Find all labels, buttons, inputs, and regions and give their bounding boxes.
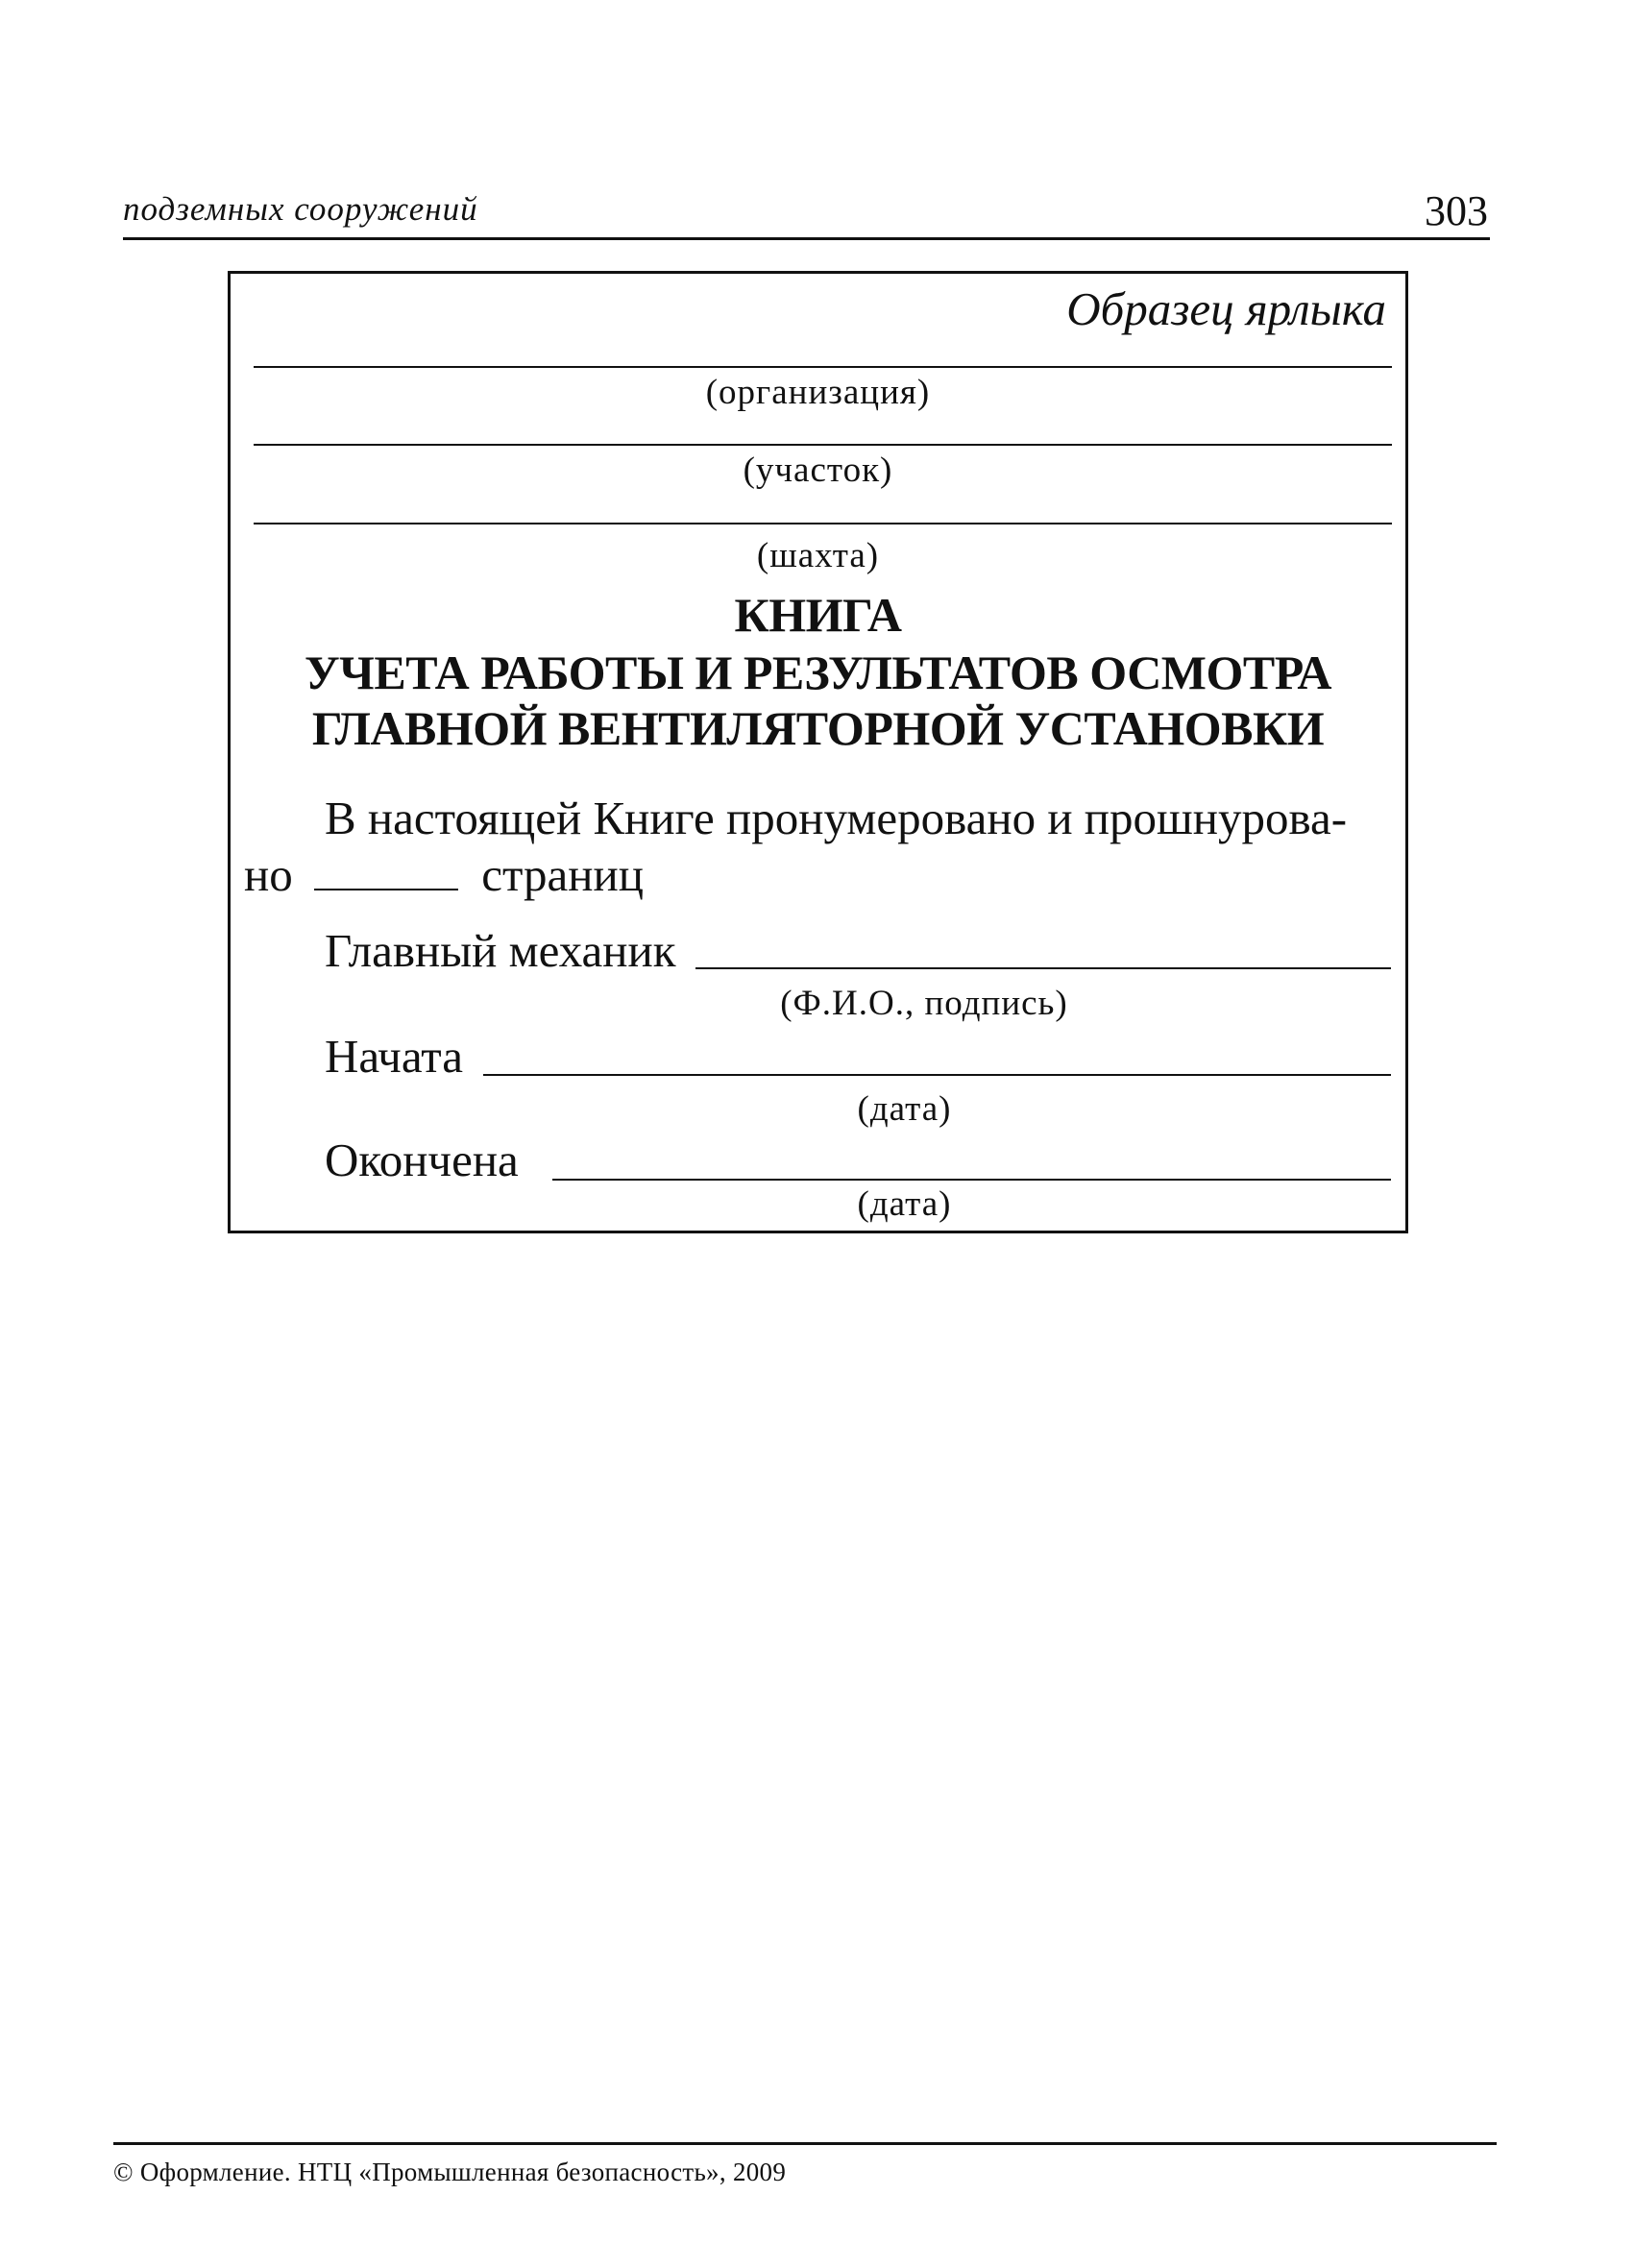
pages-statement-end: страниц — [481, 848, 644, 901]
finished-date-fill-line — [552, 1179, 1391, 1181]
pages-count-blank — [314, 889, 458, 890]
book-subtitle-line-1: УЧЕТА РАБОТЫ И РЕЗУЛЬТАТОВ ОСМОТРА — [304, 646, 1331, 699]
pages-statement-start: но — [244, 848, 293, 901]
started-label: Начата — [325, 1030, 464, 1083]
copyright-text: © Оформление. НТЦ «Промышленная безопасность», 2009 — [113, 2158, 787, 2186]
started-date-fill-line — [483, 1074, 1391, 1076]
running-title: подземных сооружений — [123, 190, 478, 228]
mine-fill-line — [254, 523, 1392, 524]
finished-date-caption: (дата) — [857, 1184, 952, 1224]
section-caption: (участок) — [743, 451, 893, 490]
name-signature-caption: (Ф.И.О., подпись) — [780, 984, 1068, 1023]
organization-caption: (организация) — [705, 373, 931, 412]
section-fill-line — [254, 444, 1392, 446]
book-title: КНИГА — [734, 588, 902, 642]
pages-statement-line-2 — [244, 847, 644, 902]
page-number: 303 — [1425, 187, 1488, 234]
finished-label: Окончена — [325, 1134, 519, 1186]
started-date-caption: (дата) — [857, 1089, 952, 1129]
chief-mechanic-fill-line — [695, 967, 1391, 969]
chief-mechanic-label: Главный механик — [325, 924, 676, 977]
organization-fill-line — [254, 366, 1392, 368]
footer-divider — [113, 2142, 1497, 2145]
mine-caption: (шахта) — [756, 536, 880, 575]
book-subtitle-line-2: ГЛАВНОЙ ВЕНТИЛЯТОРНОЙ УСТАНОВКИ — [311, 701, 1325, 755]
sample-label-box — [228, 271, 1408, 1233]
sample-title: Образец ярлыка — [1066, 282, 1386, 335]
header-divider — [123, 237, 1490, 240]
pages-statement-line-1: В настоящей Книге пронумеровано и прошнурова- — [325, 792, 1348, 844]
